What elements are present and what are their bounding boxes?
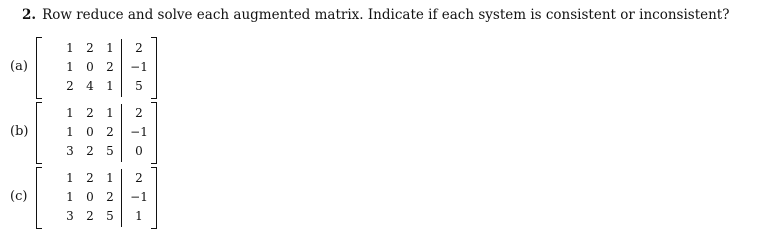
matrix-cell: 0 (135, 144, 143, 158)
matrix-cell: 2 (66, 79, 74, 93)
matrix-cell: 1 (66, 106, 74, 120)
matrix-cell: 1 (66, 190, 74, 204)
matrix-cell: −1 (130, 60, 148, 74)
matrix-cell: 1 (106, 41, 114, 55)
right-bracket (151, 37, 157, 99)
matrix-cell: 2 (86, 106, 94, 120)
augment-separator (121, 104, 122, 162)
augmented-matrix (36, 167, 164, 229)
part-a (10, 37, 210, 99)
matrix-cell: 1 (135, 209, 143, 223)
part-label: (b) (10, 124, 29, 139)
matrix-cell: 0 (86, 190, 94, 204)
augment-separator (121, 39, 122, 97)
matrix-cell: 5 (106, 209, 114, 223)
matrix-cell: 2 (106, 190, 114, 204)
part-c (10, 167, 210, 229)
left-bracket (36, 102, 42, 164)
matrix-cell: 1 (66, 125, 74, 139)
matrix-cell: 0 (86, 125, 94, 139)
matrix-cell: 4 (86, 79, 94, 93)
augment-separator (121, 169, 122, 227)
matrix-cell: 1 (106, 79, 114, 93)
matrix-cell: 1 (106, 171, 114, 185)
matrix-cell: 2 (86, 171, 94, 185)
right-bracket (151, 167, 157, 229)
matrix-cell: 2 (86, 209, 94, 223)
matrix-cell: 0 (86, 60, 94, 74)
matrix-cell: 2 (106, 125, 114, 139)
left-bracket (36, 167, 42, 229)
matrix-cell: 2 (106, 60, 114, 74)
left-bracket (36, 37, 42, 99)
matrix-cell: 1 (66, 41, 74, 55)
matrix-cell: 5 (135, 79, 143, 93)
matrix-cell: 5 (106, 144, 114, 158)
matrix-cell: 1 (66, 60, 74, 74)
matrix-cell: −1 (130, 190, 148, 204)
matrix-cell: 2 (135, 171, 143, 185)
augmented-matrix (36, 37, 164, 99)
matrix-cell: 2 (135, 106, 143, 120)
matrix-cell: 2 (86, 144, 94, 158)
part-b (10, 102, 210, 164)
part-label: (a) (10, 59, 28, 74)
matrix-cell: −1 (130, 125, 148, 139)
augmented-matrix (36, 102, 164, 164)
question-number: 2. (22, 7, 37, 23)
matrix-cell: 3 (66, 209, 74, 223)
matrix-cell: 3 (66, 144, 74, 158)
matrix-cell: 2 (86, 41, 94, 55)
matrix-cell: 1 (106, 106, 114, 120)
matrix-cell: 2 (135, 41, 143, 55)
matrix-cell: 1 (66, 171, 74, 185)
question-prompt: Row reduce and solve each augmented matrix. Indicate if each system is consistent or inconsistent? (42, 7, 730, 23)
right-bracket (151, 102, 157, 164)
question-text-line (22, 7, 729, 23)
part-label: (c) (10, 189, 28, 204)
